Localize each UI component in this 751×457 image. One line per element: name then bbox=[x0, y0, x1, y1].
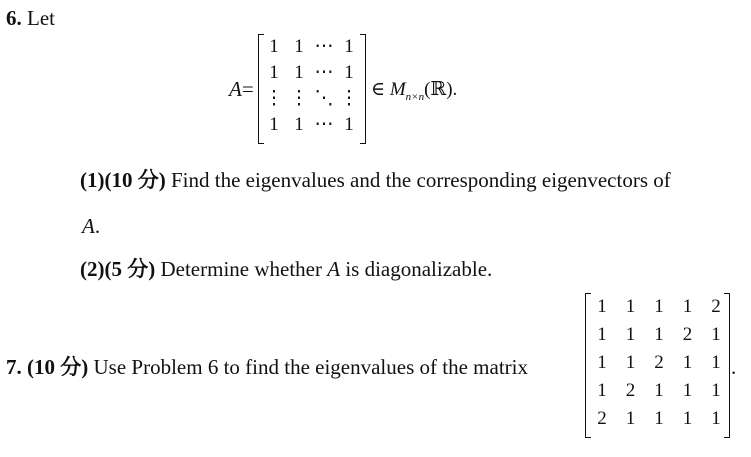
matrix-entry: 1 bbox=[682, 352, 693, 373]
matrix-entry: 1 bbox=[711, 408, 721, 429]
matrix-7-left-bracket bbox=[585, 293, 591, 438]
matrix-entry: 1 bbox=[654, 380, 664, 401]
matrix-entry: 1 bbox=[654, 408, 664, 429]
matrix-entry: ⋯ bbox=[314, 114, 334, 135]
matrix-entry: 1 bbox=[682, 296, 693, 317]
problem-7-statement bbox=[6, 355, 528, 379]
matrix-entry: 1 bbox=[682, 408, 693, 429]
matrix-entry: 2 bbox=[654, 352, 664, 373]
matrix-entry: 1 bbox=[344, 36, 354, 57]
part-1-text: Find the eigenvalues and the corresponding eigenvectors of bbox=[170, 168, 671, 192]
matrix-entry: 1 bbox=[682, 380, 693, 401]
matrix-entry: 1 bbox=[711, 352, 721, 373]
matrix-entry: ⋮ bbox=[339, 88, 359, 109]
matrix-entry: 2 bbox=[682, 324, 693, 345]
problem-6-heading bbox=[6, 6, 55, 30]
matrix-entry: 1 bbox=[597, 296, 607, 317]
problem-6-intro: Let bbox=[27, 6, 55, 30]
matrix-entry: 1 bbox=[597, 352, 607, 373]
matrix-entry: 1 bbox=[654, 324, 664, 345]
part-2-label: (2)(5 分) bbox=[80, 257, 156, 281]
matrix-entry: 1 bbox=[654, 296, 664, 317]
matrix-entry: 1 bbox=[294, 62, 304, 83]
matrix-entry: 1 bbox=[597, 324, 607, 345]
matrix-entry: 1 bbox=[625, 352, 636, 373]
matrix-entry: 2 bbox=[711, 296, 721, 317]
matrix-entry: 1 bbox=[344, 114, 354, 135]
problem-7-label: (10 分) bbox=[27, 355, 89, 379]
matrix-entry: ⋱ bbox=[314, 88, 334, 109]
matrix-entry: 1 bbox=[597, 380, 607, 401]
matrix-7 bbox=[585, 293, 730, 439]
matrix-a-right-bracket bbox=[360, 34, 366, 144]
matrix-entry: 1 bbox=[625, 296, 636, 317]
matrix-entry: 1 bbox=[625, 324, 636, 345]
matrix-entry: ⋯ bbox=[314, 36, 334, 57]
matrix-entry: 1 bbox=[711, 324, 721, 345]
problem-6-part-1-continued: A. bbox=[82, 214, 101, 238]
problem-7-text: Use Problem 6 to find the eigenvalues of the matrix bbox=[93, 355, 528, 379]
problem-7-period: . bbox=[731, 355, 737, 379]
part-1-label: (1)(10 分) bbox=[80, 168, 166, 192]
matrix-entry: ⋮ bbox=[264, 88, 284, 109]
matrix-entry: 1 bbox=[344, 62, 354, 83]
matrix-entry: 1 bbox=[269, 62, 279, 83]
matrix-entry: 1 bbox=[294, 114, 304, 135]
matrix-entry: ⋮ bbox=[289, 88, 309, 109]
matrix-entry: 1 bbox=[294, 36, 304, 57]
matrix-entry: 2 bbox=[625, 380, 636, 401]
problem-6-number: 6. bbox=[6, 6, 22, 30]
matrix-entry: 1 bbox=[269, 114, 279, 135]
matrix-entry: ⋯ bbox=[314, 62, 334, 83]
matrix-a-label: A= bbox=[229, 77, 254, 101]
matrix-a-space: ∈ $M_{n\times n}(ℝ)$. bbox=[371, 79, 458, 103]
matrix-entry: 1 bbox=[625, 408, 636, 429]
matrix-entry: 1 bbox=[711, 380, 721, 401]
matrix-a bbox=[256, 34, 368, 146]
problem-6-part-2: (2)(5 分) Determine whether A is diagonalizable. bbox=[80, 257, 493, 281]
problem-7-number: 7. bbox=[6, 355, 22, 379]
matrix-entry: 2 bbox=[597, 408, 607, 429]
matrix-entry: 1 bbox=[269, 36, 279, 57]
problem-6-part-1 bbox=[80, 168, 671, 192]
